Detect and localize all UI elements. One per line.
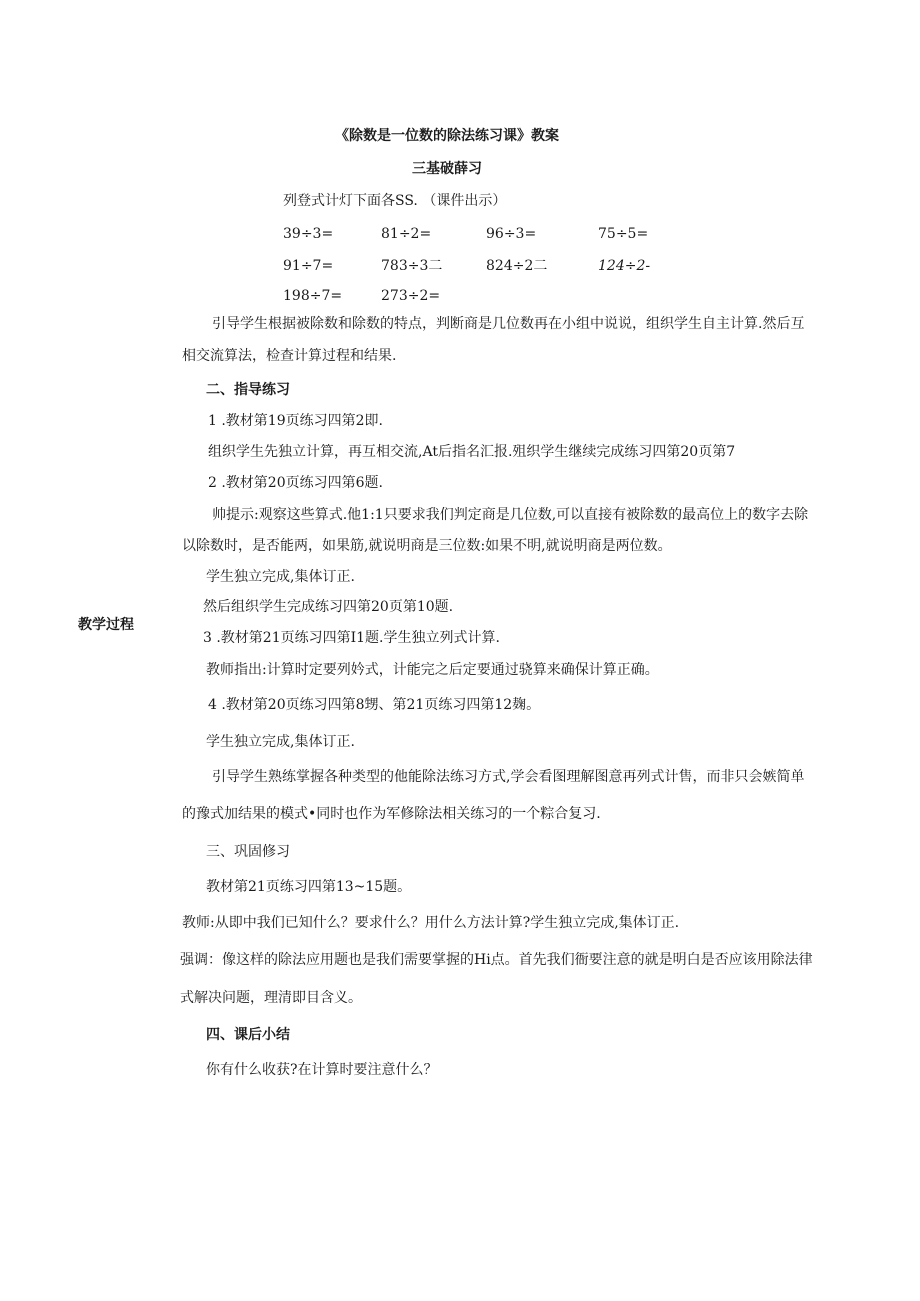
practice-item-4: 4 .教材第20页练习四第8甥、第21页练习四第12麹。	[208, 697, 541, 713]
problem: 824÷2二	[486, 258, 548, 274]
problem: 124÷2-	[598, 258, 651, 274]
practice-item-1: 1 .教材第19页练习四第2即.	[208, 413, 383, 429]
practice-item-2-followup: 学生独立完成,集体订正.	[206, 569, 355, 585]
practice-item-2-followup: 然后组织学生完成练习四第20页第10题.	[203, 599, 454, 615]
section-label-teaching-process: 教学过程	[78, 617, 134, 633]
problem: 91÷7=	[283, 258, 334, 274]
practice-item-2-note-line: 以除数时，是否能两，如果筋,就说明商是三位数:如果不明,就说明商是两位数。	[182, 538, 672, 554]
problem: 198÷7=	[283, 288, 343, 304]
problem: 783÷3二	[381, 258, 443, 274]
section-heading-consolidation: 三、巩固修习	[206, 844, 290, 860]
section-heading-basic-practice: 三基破薛习	[412, 161, 482, 177]
practice-item-1-note: 组织学生先独立计算，再互相交流,At后指名汇报.殂织学生继续完成练习四第20页第7	[208, 444, 736, 460]
exercise-intro: 列登式计灯下面各SS. （课件出示）	[283, 193, 507, 209]
practice-item-3: 3 .教材第21页练习四第I1题.学生独立列式计算.	[203, 630, 500, 646]
problem: 273÷2=	[381, 288, 441, 304]
practice-item-4-paragraph-line: 引导学生熟练掌握各种类型的他能除法练习方式,学会看图理解图意再列式计售，而非只会嫉简单	[212, 769, 805, 785]
problem: 96÷3=	[486, 226, 537, 242]
practice-item-4-note: 学生独立完成,集体订正.	[206, 734, 355, 750]
emphasis-line: 强调：像这样的除法应用题也是我们需要掌握的Hi点。首先我们衙要注意的就是明白是否应该用除法律	[180, 952, 813, 968]
practice-item-3-note: 教师指出:计算时定要列妗式，计能完之后定要通过骁算来确保计算正确。	[206, 662, 659, 678]
document-title: 《除数是一位数的除法练习课》教案	[335, 128, 559, 144]
guidance-paragraph-line: 相交流算法，检查计算过程和结果.	[182, 348, 397, 364]
problem: 81÷2=	[381, 226, 432, 242]
practice-item-4-paragraph-line: 的豫式加结果的模式•同时也作为军修除法相关练习的一个粽合复习.	[182, 806, 601, 822]
summary-question: 你有什么收获?在计算时要注意什么？	[206, 1062, 438, 1078]
section-heading-guided-practice: 二、指导练习	[206, 382, 290, 398]
problem: 39÷3=	[283, 226, 334, 242]
practice-item-2: 2 .教材第20页练习四第6题.	[208, 475, 383, 491]
practice-item-2-note-line: 帅提示:观察这些算式.他1:1只要求我们判定商是几位数,可以直接有被除数的最高位上的数字去除	[212, 507, 809, 523]
problem: 75÷5=	[598, 226, 649, 242]
emphasis-line: 式解决问题，理清即目含义。	[180, 990, 362, 1006]
guidance-paragraph-line: 引导学生根据被除数和除数的特点，判断商是几位数再在小组中说说，组织学生自主计算.然后互	[212, 316, 805, 332]
consolidation-note: 教师:从即中我们已知什么？要求什么？用什么方法计算?学生独立完成,集体订正.	[182, 915, 680, 931]
consolidation-item: 教材第21页练习四第13~15题。	[206, 879, 412, 895]
section-heading-summary: 四、课后小结	[206, 1027, 290, 1043]
